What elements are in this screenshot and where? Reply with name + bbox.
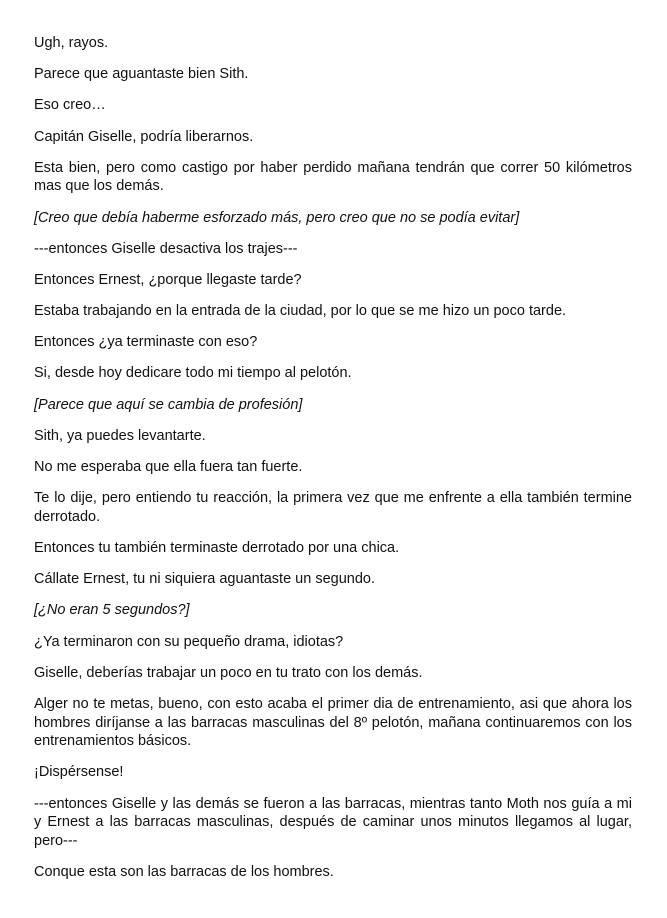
- narration-paragraph: [¿No eran 5 segundos?]: [34, 602, 190, 619]
- dialogue-paragraph: Ugh, rayos.: [34, 35, 109, 51]
- dialogue-paragraph: Cállate Ernest, tu ni siquiera aguantaste un segundo.: [34, 571, 375, 588]
- dialogue-paragraph: Entonces Ernest, ¿porque llegaste tarde?: [34, 271, 302, 288]
- dialogue-paragraph: Giselle, deberías trabajar un poco en tu trato con los demás.: [34, 664, 423, 681]
- dialogue-paragraph: Esta bien, pero como castigo por haber perdido mañana tendrán que correr 50 kilómetros mas que los demás.: [34, 159, 632, 195]
- dialogue-paragraph: ---entonces Giselle desactiva los trajes---: [34, 240, 298, 257]
- dialogue-paragraph: Si, desde hoy dedicare todo mi tiempo al pelotón.: [34, 365, 352, 382]
- dialogue-paragraph: ¡Dispérsense!: [34, 764, 124, 781]
- dialogue-paragraph: Entonces tu también terminaste derrotado por una chica.: [34, 540, 400, 556]
- dialogue-paragraph: Entonces ¿ya terminaste con eso?: [34, 334, 258, 351]
- dialogue-paragraph: Eso creo…: [34, 97, 106, 114]
- dialogue-paragraph: No me esperaba que ella fuera tan fuerte.: [34, 459, 303, 476]
- dialogue-paragraph: Sith, ya puedes levantarte.: [34, 427, 206, 444]
- narration-paragraph: [Creo que debía haberme esforzado más, pero creo que no se podía evitar]: [34, 209, 520, 226]
- dialogue-paragraph: Conque esta son las barracas de los hombres.: [34, 863, 334, 880]
- dialogue-paragraph: Te lo dije, pero entiendo tu reacción, la primera vez que me enfrente a ella también termine derrotado.: [34, 490, 632, 525]
- dialogue-paragraph: Alger no te metas, bueno, con esto acaba el primer dia de entrenamiento, asi que ahora los hombres diríjanse a las barracas masculinas del 8º pelotón, mañana continuaremos con los entrenamientos básicos.: [34, 695, 632, 750]
- narration-paragraph: [Parece que aquí se cambia de profesión]: [34, 396, 303, 413]
- document-body: [34, 34, 632, 894]
- dialogue-paragraph: Estaba trabajando en la entrada de la ciudad, por lo que se me hizo un poco tarde.: [34, 303, 567, 320]
- dialogue-paragraph: Capitán Giselle, podría liberarnos.: [34, 128, 254, 145]
- dialogue-paragraph: Parece que aguantaste bien Sith.: [34, 66, 249, 83]
- dialogue-paragraph: ---entonces Giselle y las demás se fueron a las barracas, mientras tanto Moth nos guía a mi y Ernest a las barracas masculinas, después de caminar unos minutos llegamos al lugar, pero---: [34, 795, 632, 849]
- dialogue-paragraph: ¿Ya terminaron con su pequeño drama, idiotas?: [34, 633, 344, 650]
